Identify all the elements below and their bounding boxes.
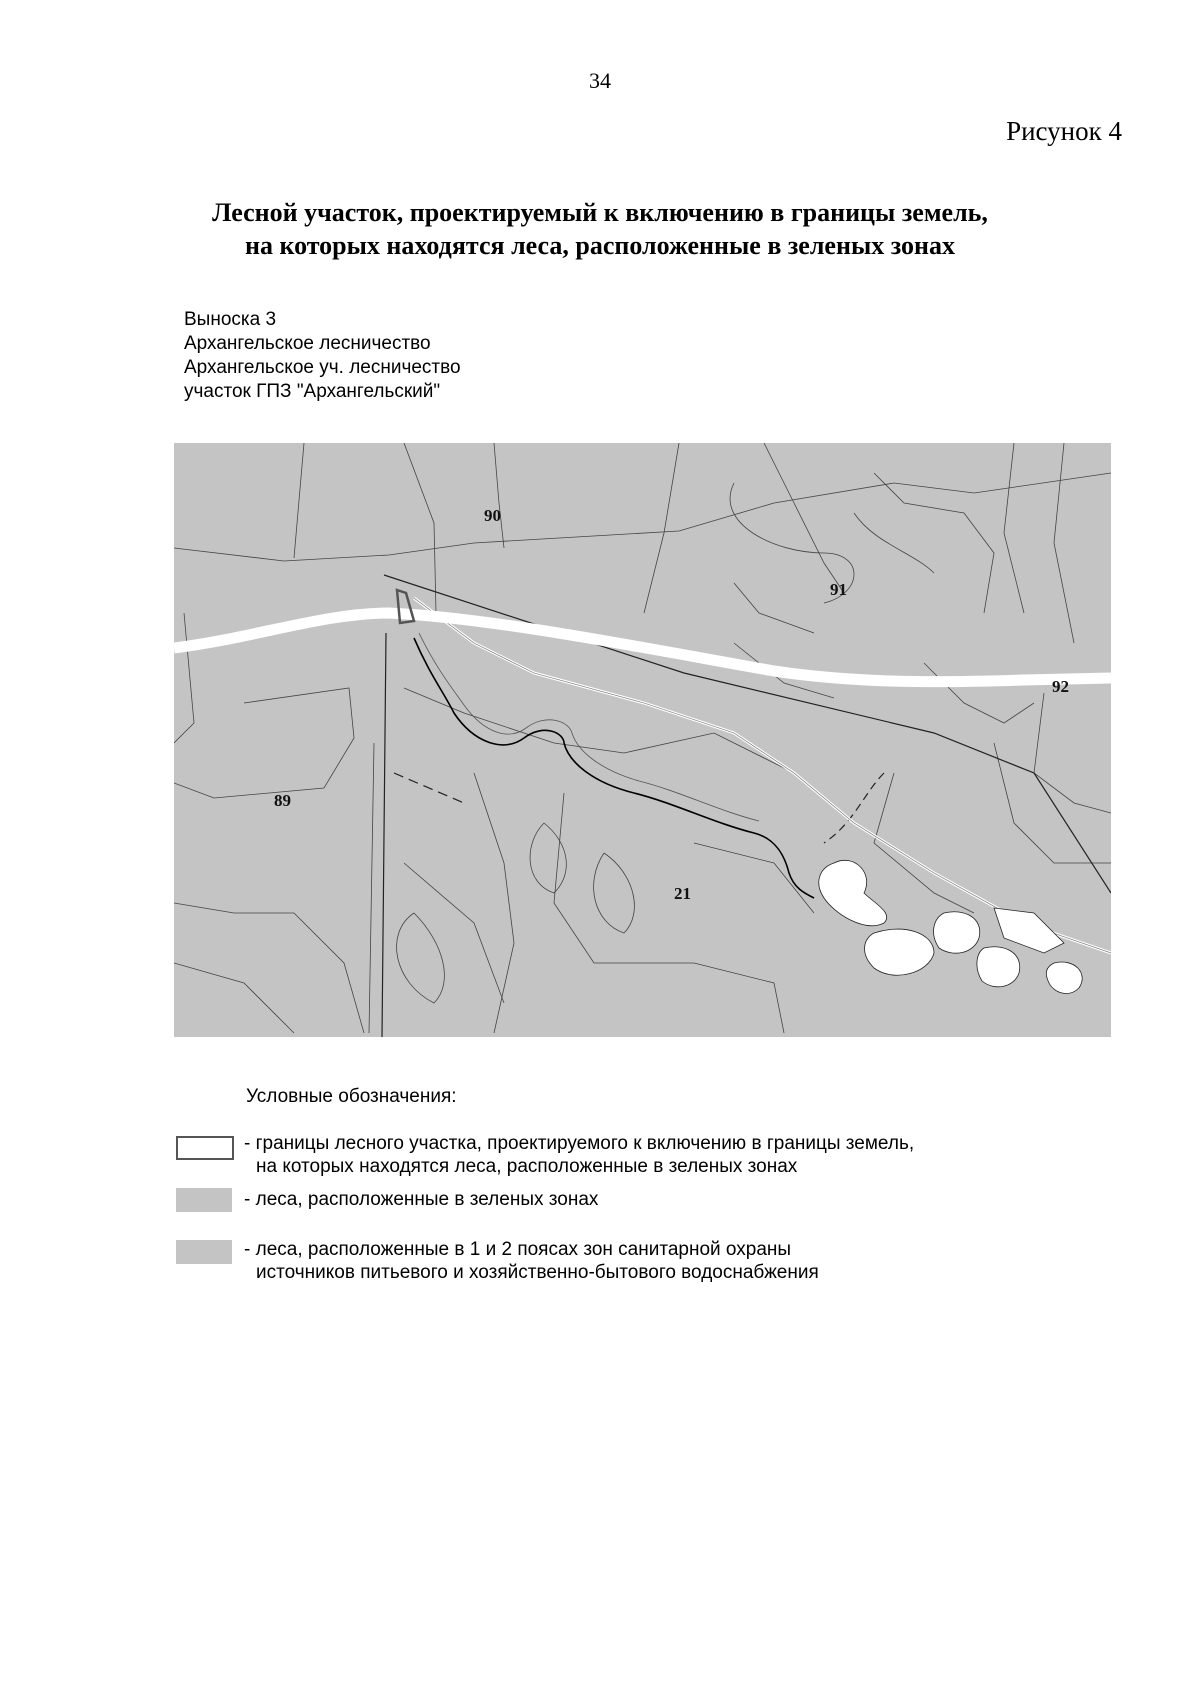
callout-block [184,308,461,404]
page-number: 34 [589,68,611,93]
legend-swatch-green-zone [176,1188,232,1212]
title-line-1: Лесной участок, проектируемый к включению в границы земель, [212,198,988,227]
legend-text-sanitary-zone: - леса, расположенные в 1 и 2 поясах зон санитарной охраны источников питьевого и хозяйственно-бытового водоснабжения [244,1239,819,1283]
callout-line-2: Архангельское лесничество [184,333,431,354]
legend-text-green-zone: - леса, расположенные в зеленых зонах [244,1189,599,1210]
quarter-label-89: 89 [274,791,291,810]
callout-line-3: Архангельское уч. лесничество [184,357,461,378]
legend-title: Условные обозначения: [246,1086,457,1107]
callout-line-1: Выноска 3 [184,309,277,330]
legend-swatch-sanitary-zone [176,1240,232,1264]
quarter-label-21: 21 [674,884,691,903]
legend-swatch-outline [176,1136,234,1160]
forest-map [174,443,1111,1037]
page-title [0,196,1200,262]
title-line-2: на которых находятся леса, расположенные в зеленых зонах [244,231,956,260]
quarter-label-91: 91 [830,580,847,599]
callout-line-4: участок ГПЗ "Архангельский" [184,381,441,402]
figure-label: Рисунок 4 [1006,116,1122,146]
legend-text-boundary: - границы лесного участка, проектируемого к включению в границы земель, на которых находятся леса, расположенные в зеленых зонах [244,1133,915,1177]
quarter-label-90: 90 [484,506,501,525]
quarter-label-92: 92 [1052,677,1069,696]
